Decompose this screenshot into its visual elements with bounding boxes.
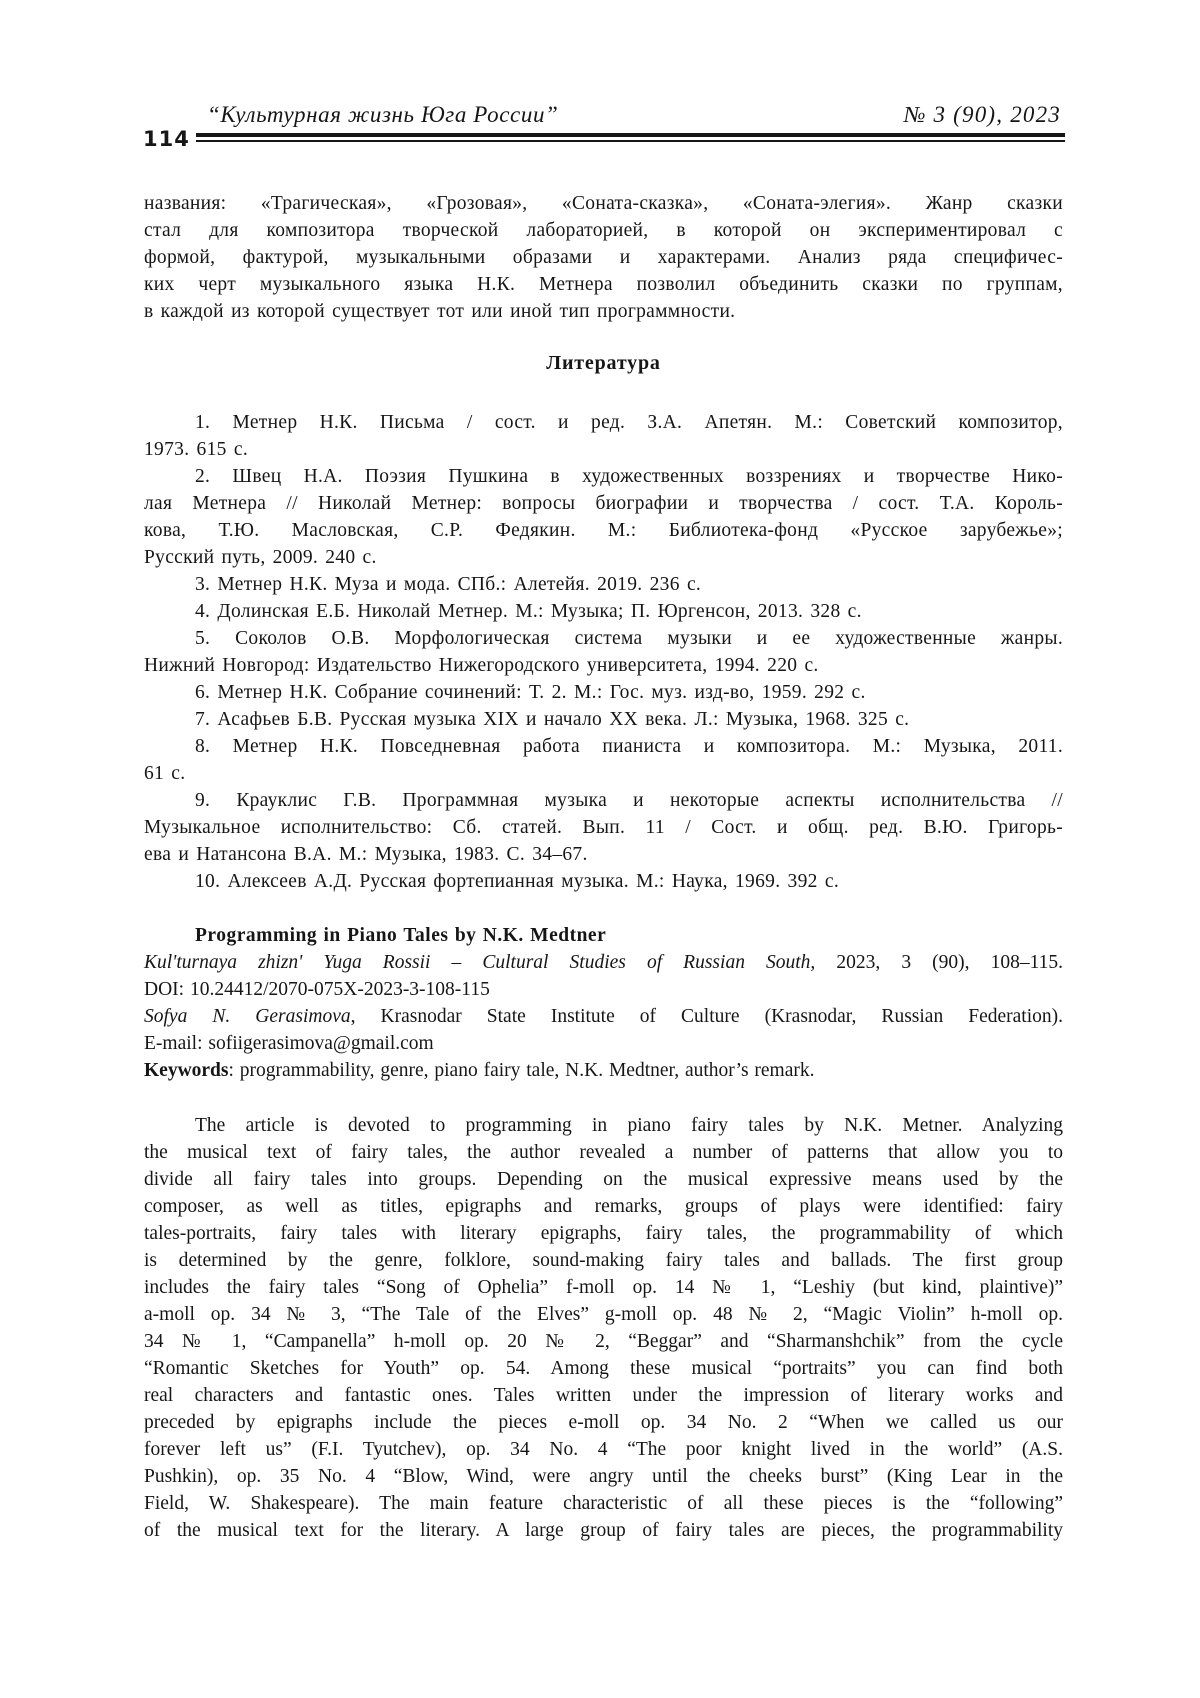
abstract-line: real characters and fantastic ones. Tales written under the impression of literary works and: [144, 1385, 1063, 1406]
journal-title: “Культурная жизнь Юга России”: [207, 102, 559, 127]
reference-line: 2. Швец Н.А. Поэзия Пушкина в художественных воззрениях и творчестве Нико-: [195, 466, 1063, 487]
english-abstract-body: [144, 1112, 1063, 1544]
abstract-line: of the musical text for the literary. A large group of fairy tales are pieces, the programmability: [144, 1520, 1063, 1541]
reference-line: Нижний Новгород: Издательство Нижегородского университета, 1994. 220 с.: [144, 655, 819, 676]
english-abstract-header: [144, 922, 1063, 1084]
abstract-line: Field, W. Shakespeare). The main feature characteristic of all these pieces is the “following”: [144, 1493, 1063, 1514]
abstract-line: Pushkin), op. 35 No. 4 “Blow, Wind, were angry until the cheeks burst” (King Lear in the: [144, 1466, 1063, 1487]
text-line: названия: «Трагическая», «Грозовая», «Соната-сказка», «Соната-элегия». Жанр сказки: [144, 193, 1063, 214]
reference-line: 6. Метнер Н.К. Собрание сочинений: Т. 2. М.: Гос. муз. изд-во, 1959. 292 с.: [195, 682, 866, 703]
reference-line: ева и Натансона В.А. М.: Музыка, 1983. С. 34–67.: [144, 844, 588, 865]
reference-item: [144, 463, 1063, 571]
keywords-line: [144, 1057, 1063, 1084]
header-rule-thin: [196, 140, 1065, 142]
abstract-line: preceded by epigraphs include the pieces e-moll op. 34 No. 2 “When we called us our: [144, 1412, 1063, 1433]
reference-item: [144, 733, 1063, 787]
reference-item: [144, 787, 1063, 868]
text-line: формой, фактурой, музыкальными образами и характерами. Анализ ряда специфичес-: [144, 247, 1063, 268]
reference-item: [144, 571, 1063, 598]
running-header: [143, 100, 1065, 156]
reference-line: 1973. 615 с.: [144, 439, 249, 460]
abstract-line: divide all fairy tales into groups. Depending on the musical expressive means used by the: [144, 1169, 1063, 1190]
citation-line: [144, 949, 1063, 976]
abstract-line: is determined by the genre, folklore, sound-making fairy tales and ballads. The first group: [144, 1250, 1063, 1271]
references-heading: Литература: [546, 352, 661, 374]
reference-line: 8. Метнер Н.К. Повседневная работа пианиста и композитора. М.: Музыка, 2011.: [195, 736, 1063, 757]
text-line: ких черт музыкального языка Н.К. Метнера позволил объединить сказки по группам,: [144, 274, 1063, 295]
reference-item: [144, 868, 1063, 895]
text-line: в каждой из которой существует тот или иной тип программности.: [144, 301, 736, 322]
issue-number: № 3 (90), 2023: [903, 102, 1061, 127]
english-title: Programming in Piano Tales by N.K. Medtner: [195, 925, 607, 946]
author-name: Sofya N. Gerasimova: [144, 1006, 351, 1027]
reference-item: [144, 598, 1063, 625]
reference-line: 10. Алексеев А.Д. Русская фортепианная музыка. М.: Наука, 1969. 392 с.: [195, 871, 840, 892]
reference-line: лая Метнера // Николай Метнер: вопросы биографии и творчества / сост. Т.А. Король-: [144, 493, 1063, 514]
keywords-text: : programmability, genre, piano fairy tale, N.K. Medtner, author’s remark.: [228, 1060, 815, 1081]
abstract-line: composer, as well as titles, epigraphs and remarks, groups of plays were identified: fairy: [144, 1196, 1063, 1217]
reference-line: 3. Метнер Н.К. Муза и мода. СПб.: Алетейя. 2019. 236 с.: [195, 574, 702, 595]
abstract-line: a-moll op. 34 № 3, “The Tale of the Elves” g-moll op. 48 № 2, “Magic Violin” h-moll op.: [144, 1304, 1063, 1325]
abstract-line: the musical text of fairy tales, the author revealed a number of patterns that allow you to: [144, 1142, 1063, 1163]
citation-details: 2023, 3 (90), 108–115.: [815, 952, 1063, 973]
abstract-line: forever left us” (F.I. Tyutchev), op. 34 No. 4 “The poor knight lived in the world” (A.S.: [144, 1439, 1063, 1460]
reference-item: [144, 409, 1063, 463]
reference-line: Русский путь, 2009. 240 с.: [144, 547, 377, 568]
citation-journal: Kul'turnaya zhizn' Yuga Rossii – Cultural Studies of Russian South,: [144, 952, 816, 973]
abstract-line: includes the fairy tales “Song of Ophelia” f-moll op. 14 № 1, “Leshiy (but kind, plaintive)”: [144, 1277, 1063, 1298]
reference-line: 7. Асафьев Б.В. Русская музыка XIX и начало XX века. Л.: Музыка, 1968. 325 с.: [195, 709, 910, 730]
references-list: [144, 409, 1063, 895]
author-affiliation: , Krasnodar State Institute of Culture (Krasnodar, Russian Federation).: [350, 1006, 1063, 1027]
reference-line: Музыкальное исполнительство: Сб. статей. Вып. 11 / Сост. и общ. ред. В.Ю. Григорь-: [144, 817, 1063, 838]
reference-line: 61 с.: [144, 763, 186, 784]
reference-line: 4. Долинская Е.Б. Николай Метнер. М.: Музыка; П. Юргенсон, 2013. 328 с.: [195, 601, 862, 622]
reference-line: 9. Крауклис Г.В. Программная музыка и некоторые аспекты исполнительства //: [195, 790, 1063, 811]
abstract-line: “Romantic Sketches for Youth” op. 54. Among these musical “portraits” you can find both: [144, 1358, 1063, 1379]
page-number: 114: [143, 127, 190, 151]
abstract-line: The article is devoted to programming in piano fairy tales by N.K. Metner. Analyzing: [195, 1115, 1063, 1136]
reference-item: [144, 706, 1063, 733]
text-line: стал для композитора творческой лабораторией, в которой он экспериментировал с: [144, 220, 1063, 241]
author-line: [144, 1003, 1063, 1030]
intro-paragraph: [144, 190, 1063, 325]
header-rule-thick: [196, 133, 1065, 137]
abstract-line: 34 № 1, “Campanella” h-moll op. 20 № 2, “Beggar” and “Sharmanshchik” from the cycle: [144, 1331, 1063, 1352]
reference-item: [144, 679, 1063, 706]
reference-item: [144, 625, 1063, 679]
email-line: E-mail: sofiigerasimova@gmail.com: [144, 1033, 434, 1054]
reference-line: 5. Соколов О.В. Морфологическая система музыки и ее художественные жанры.: [195, 628, 1063, 649]
reference-line: 1. Метнер Н.К. Письма / сост. и ред. З.А. Апетян. М.: Советский композитор,: [195, 412, 1063, 433]
keywords-label: Keywords: [144, 1060, 229, 1081]
doi-line: DOI: 10.24412/2070-075X-2023-3-108-115: [144, 979, 490, 1000]
abstract-line: tales-portraits, fairy tales with literary epigraphs, fairy tales, the programmability of which: [144, 1223, 1063, 1244]
reference-line: кова, Т.Ю. Масловская, С.Р. Федякин. М.: Библиотека-фонд «Русское зарубежье»;: [144, 520, 1063, 541]
